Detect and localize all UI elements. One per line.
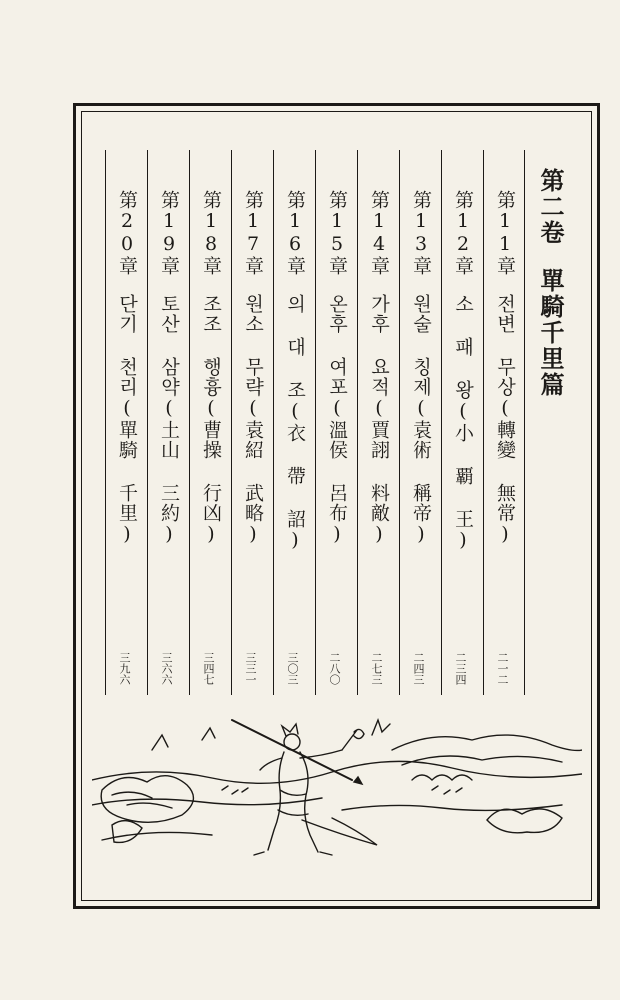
chapter-title: 전변 무상 xyxy=(494,294,516,397)
page-number: 三六六 xyxy=(160,652,173,685)
chapter-entry xyxy=(147,150,189,695)
chapter-title: 조조 행흉 xyxy=(200,294,222,397)
page-number: 三〇三 xyxy=(286,652,299,685)
chapter-number: 第17章 xyxy=(242,190,264,276)
volume-title: 單騎千里篇 xyxy=(536,268,565,398)
chapter-title: 의 대 조 xyxy=(284,294,306,400)
page-number: 二一二 xyxy=(496,652,509,685)
chapter-entry xyxy=(441,150,483,695)
chapter-hanja: (袁術 稱帝) xyxy=(410,397,432,546)
chapter-title: 온후 여포 xyxy=(326,294,348,397)
chapter-title: 소 패 왕 xyxy=(452,294,474,400)
page-number: 三四七 xyxy=(202,652,215,685)
chapter-hanja: (單騎 千里) xyxy=(116,397,138,546)
chapter-hanja: (曹操 行凶) xyxy=(200,397,222,546)
page-number: 二八〇 xyxy=(328,652,341,685)
chapter-hanja: (小 覇 王) xyxy=(452,400,474,552)
chapter-entry xyxy=(315,150,357,695)
chapter-title: 원술 칭제 xyxy=(410,294,432,397)
chapter-hanja: (轉變 無常) xyxy=(494,397,516,546)
page-number: 三三一 xyxy=(244,652,257,685)
chapter-hanja: (土山 三約) xyxy=(158,397,180,546)
volume-header xyxy=(525,150,569,695)
page-number: 二七三 xyxy=(370,652,383,685)
chapter-entry xyxy=(231,150,273,695)
chapter-hanja: (賈詡 料敵) xyxy=(368,397,390,546)
table-of-contents xyxy=(105,150,570,695)
chapter-number: 第15章 xyxy=(326,190,348,276)
chapter-number: 第16章 xyxy=(284,190,306,276)
chapter-hanja: (衣 帶 詔) xyxy=(284,400,306,552)
page-number: 二四三 xyxy=(412,652,425,685)
chapter-entry xyxy=(483,150,525,695)
chapter-title: 토산 삼약 xyxy=(158,294,180,397)
chapter-title: 가후 요적 xyxy=(368,294,390,397)
chapter-number: 第19章 xyxy=(158,190,180,276)
chapter-number: 第18章 xyxy=(200,190,222,276)
chapter-entry xyxy=(357,150,399,695)
chapter-title: 원소 무략 xyxy=(242,294,264,397)
page-number: 三九六 xyxy=(118,652,131,685)
chapter-title: 단기 천리 xyxy=(116,294,138,397)
chapter-number: 第14章 xyxy=(368,190,390,276)
chapter-entry xyxy=(105,150,147,695)
chapter-hanja: (袁紹 武略) xyxy=(242,397,264,546)
chapter-number: 第13章 xyxy=(410,190,432,276)
chapter-entry xyxy=(189,150,231,695)
chapter-hanja: (溫侯 呂布) xyxy=(326,397,348,546)
volume-number: 第二卷 xyxy=(536,168,565,246)
chapter-number: 第11章 xyxy=(494,190,516,276)
chapter-entry xyxy=(273,150,315,695)
chapter-number: 第20章 xyxy=(116,190,138,276)
warrior-illustration xyxy=(92,710,582,860)
chapter-number: 第12章 xyxy=(452,190,474,276)
chapter-entry xyxy=(399,150,441,695)
page-number: 二三四 xyxy=(454,652,467,685)
